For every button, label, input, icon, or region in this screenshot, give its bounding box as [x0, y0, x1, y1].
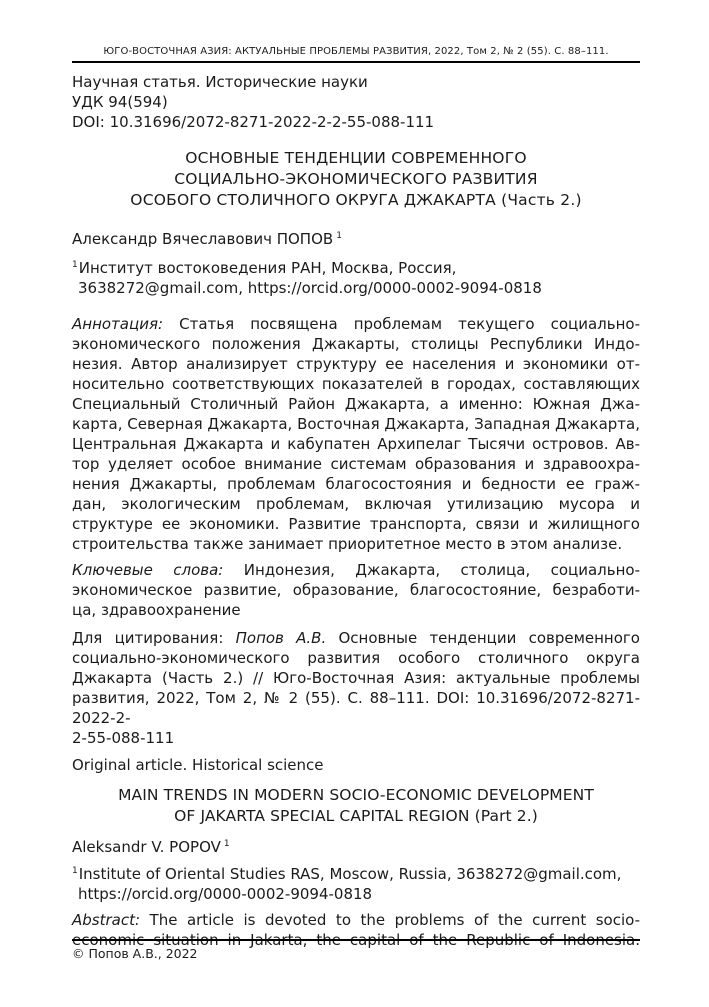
journal-running-head: ЮГО-ВОСТОЧНАЯ АЗИЯ: АКТУАЛЬНЫЕ ПРОБЛЕМЫ РАЗВИТИЯ, 2022, Том 2, № 2 (55). С. 88–111.	[103, 46, 609, 57]
citation-ru-line: 2-55-088-111	[72, 729, 175, 747]
title-ru-line-1: ОСНОВНЫЕ ТЕНДЕНЦИИ СОВРЕМЕННОГО	[185, 149, 527, 167]
citation-ru-line: развития, 2022, Том 2, № 2 (55). С. 88–111. DOI: 10.31696/2072-8271-2022-2-	[72, 689, 640, 727]
author-affiliation-mark-en: 1	[223, 839, 230, 849]
page-footer	[72, 939, 640, 962]
affiliation-ru-line-1	[72, 258, 640, 278]
abstract-ru-line: нения Джакарты, проблемам благосостояния и бедности ее граж-	[72, 475, 640, 493]
title-ru-line-3: ОСОБОГО СТОЛИЧНОГО ОКРУГА ДЖАКАРТА (Часть 2.)	[130, 191, 582, 209]
citation-text: Основные тенденции современного	[338, 629, 640, 647]
abstract-label-ru: Аннотация:	[72, 315, 164, 333]
abstract-ru-line: незия. Автор анализирует структуру ее населения и экономики от-	[72, 355, 640, 373]
article-type-en: Original article. Historical science	[72, 756, 324, 774]
abstract-ru-line	[72, 314, 640, 334]
article-meta-ru	[72, 72, 640, 132]
keywords-ru	[72, 560, 640, 620]
affiliation-en-line-1	[72, 864, 640, 884]
author-en	[72, 837, 640, 857]
abstract-ru	[72, 314, 640, 554]
article-type-ru: Научная статья. Исторические науки	[72, 73, 368, 91]
abstract-ru-line: Специальный Столичный Район Джакарта, а именно: Южная Джа-	[72, 395, 640, 413]
header-rule	[72, 61, 640, 63]
affiliation-en-line-2: https://orcid.org/0000-0002-9094-0818	[78, 885, 373, 903]
article-title-ru	[72, 148, 640, 211]
citation-ru	[72, 628, 640, 748]
abstract-ru-text: Статья посвящена проблемам текущего социально-	[179, 315, 640, 333]
copyright-notice: © Попов А.В., 2022	[72, 946, 198, 961]
title-ru-line-2: СОЦИАЛЬНО-ЭКОНОМИЧЕСКОГО РАЗВИТИЯ	[174, 170, 538, 188]
article-title-en	[72, 785, 640, 827]
article-first-page	[72, 0, 640, 1007]
abstract-ru-line: строительства также занимает приоритетное место в этом анализе.	[72, 535, 623, 553]
abstract-en-text: The article is devoted to the problems of the current socio-	[149, 911, 640, 929]
abstract-ru-line: структуре ее экономики. Развитие транспорта, связи и жилищного	[72, 515, 640, 533]
abstract-ru-line: дан, экологическим проблемам, включая утилизацию мусора и	[72, 495, 640, 513]
affiliation-en-institution: Institute of Oriental Studies RAS, Moscow, Russia, 3638272@gmail.com,	[78, 865, 622, 883]
citation-ru-line: социально-экономического развития особого столичного округа	[72, 649, 640, 667]
affiliation-mark-ru: 1	[72, 260, 78, 270]
affiliation-ru	[72, 258, 640, 298]
author-name-ru: Александр Вячеславович ПОПОВ	[72, 230, 334, 248]
abstract-ru-line: Центральная Джакарта и кабупатен Архипелаг Тысячи островов. Ав-	[72, 435, 640, 453]
keywords-ru-line: экономическое развитие, образование, благосостояние, безработи-	[72, 581, 640, 599]
abstract-ru-line: экономического положения Джакарты, столицы Республики Индо-	[72, 335, 640, 353]
abstract-en-line	[72, 910, 640, 930]
abstract-ru-line: тор уделяет особое внимание системам образования и здравоохра-	[72, 455, 640, 473]
title-en-line-1: MAIN TRENDS IN MODERN SOCIO-ECONOMIC DEVELOPMENT	[118, 786, 594, 804]
keywords-ru-text: Индонезия, Джакарта, столица, социально-	[243, 561, 640, 579]
citation-ru-line	[72, 628, 640, 648]
affiliation-ru-line-2: 3638272@gmail.com, https://orcid.org/0000-0002-9094-0818	[78, 279, 542, 297]
author-name-en: Aleksandr V. POPOV	[72, 838, 221, 856]
abstract-en-line: economic situation in Jakarta, the capital of the Republic of Indonesia.	[72, 931, 640, 949]
author-affiliation-mark-ru: 1	[336, 231, 342, 241]
keywords-ru-line	[72, 560, 640, 580]
keywords-label-ru: Ключевые слова:	[72, 561, 224, 579]
affiliation-ru-institution: Институт востоковедения РАН, Москва, Россия,	[78, 259, 457, 277]
abstract-label-en: Abstract:	[72, 911, 141, 929]
abstract-ru-line: носительно соответствующих показателей в городах, составляющих	[72, 375, 640, 393]
title-en-line-2: OF JAKARTA SPECIAL CAPITAL REGION (Part 2.)	[174, 807, 538, 825]
udc-number: УДК 94(594)	[72, 93, 168, 111]
abstract-ru-line: карта, Северная Джакарта, Восточная Джакарта, Западная Джакарта,	[72, 415, 640, 433]
author-ru	[72, 229, 640, 249]
affiliation-mark-en: 1	[72, 866, 78, 876]
citation-label: Для цитирования:	[72, 629, 224, 647]
citation-author: Попов А.В.	[235, 629, 327, 647]
doi-number: DOI: 10.31696/2072-8271-2022-2-2-55-088-111	[72, 113, 435, 131]
affiliation-en	[72, 864, 640, 904]
citation-ru-line: Джакарта (Часть 2.) // Юго-Восточная Азия: актуальные проблемы	[72, 669, 640, 687]
keywords-ru-line: ца, здравоохранение	[72, 601, 241, 619]
